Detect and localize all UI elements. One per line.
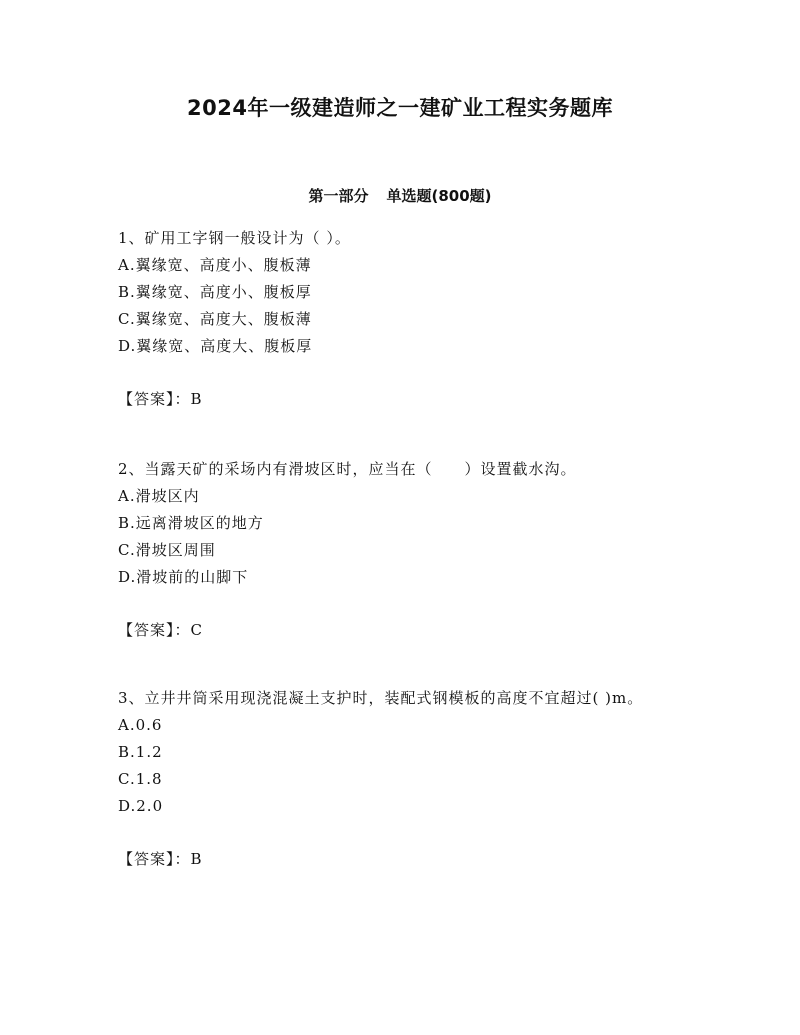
question-1 <box>118 225 688 413</box>
option-a: A.翼缘宽、高度小、腹板薄 <box>118 256 312 274</box>
option-d: D.滑坡前的山脚下 <box>118 568 249 586</box>
section-part: 第一部分 <box>308 187 369 205</box>
option-a: A.0.6 <box>118 716 163 734</box>
option-d: D.2.0 <box>118 797 164 815</box>
document-title: 2024年一级建造师之一建矿业工程实务题库 <box>187 96 613 120</box>
option-a: A.滑坡区内 <box>118 487 200 505</box>
question-stem: 3、立井井筒采用现浇混凝土支护时，装配式钢模板的高度不宜超过( )m。 <box>118 689 644 707</box>
question-stem: 2、当露天矿的采场内有滑坡区时，应当在（ ）设置截水沟。 <box>118 460 577 478</box>
answer-value: C <box>190 621 204 639</box>
answer-separator: ： <box>174 850 191 868</box>
answer-separator: ： <box>174 390 191 408</box>
answer-line <box>118 846 688 873</box>
option-d: D.翼缘宽、高度大、腹板厚 <box>118 337 313 355</box>
answer-separator: ： <box>174 621 191 639</box>
option-c: C.1.8 <box>118 770 163 788</box>
option-c: C.滑坡区周围 <box>118 541 216 559</box>
question-stem: 1、矿用工字钢一般设计为（ ）。 <box>118 229 351 247</box>
answer-label: 【答案】 <box>118 621 175 639</box>
option-b: B.翼缘宽、高度小、腹板厚 <box>118 283 312 301</box>
question-3 <box>118 685 688 873</box>
option-c: C.翼缘宽、高度大、腹板薄 <box>118 310 312 328</box>
question-2 <box>118 456 688 644</box>
option-b: B.远离滑坡区的地方 <box>118 514 264 532</box>
answer-line <box>118 617 688 644</box>
answer-value: B <box>190 390 203 408</box>
answer-label: 【答案】 <box>118 390 175 408</box>
section-heading <box>0 185 800 206</box>
section-name: 单选题(800题) <box>386 187 492 205</box>
answer-label: 【答案】 <box>118 850 175 868</box>
answer-value: B <box>190 850 203 868</box>
option-b: B.1.2 <box>118 743 163 761</box>
answer-line <box>118 386 688 413</box>
